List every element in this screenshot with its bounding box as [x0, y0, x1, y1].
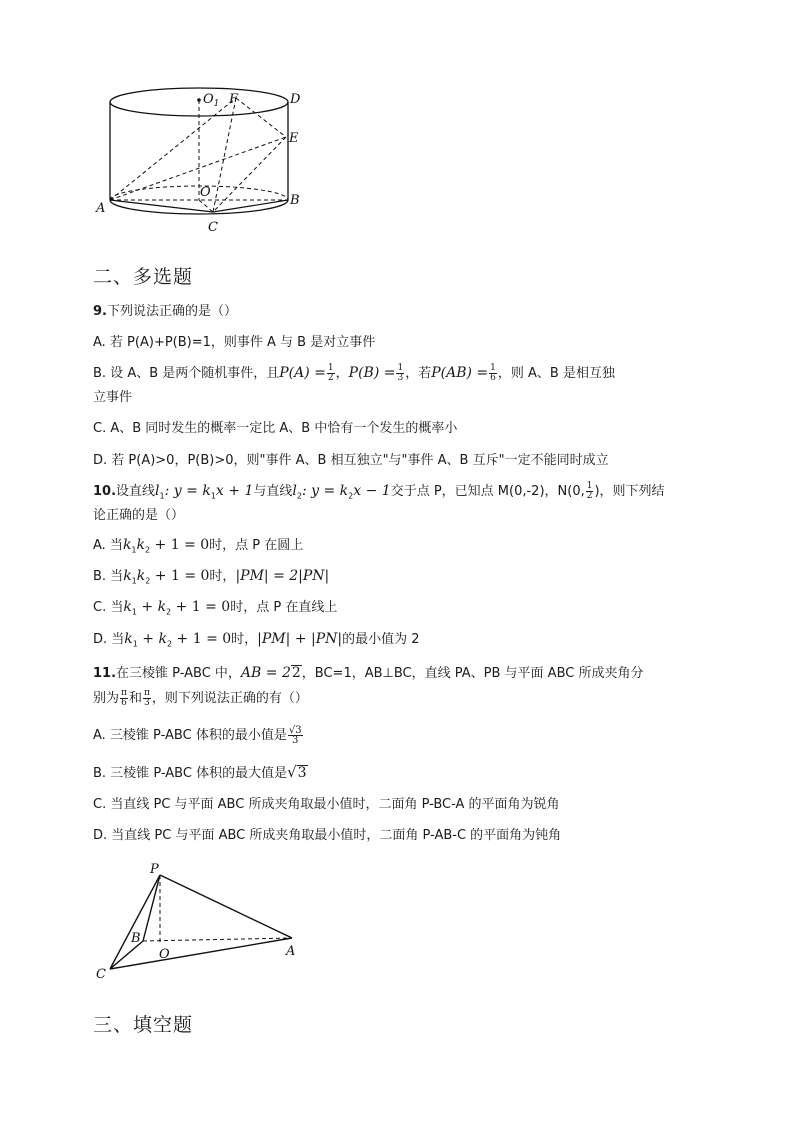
label-O: O	[200, 185, 211, 200]
q11-stem-line2: 别为 $\frac{\pi}{6}$ 和 $\frac{\pi}{3}$ ，则下列说法正确的有（）	[93, 688, 308, 708]
label-O: O	[159, 947, 170, 962]
q10-option-c: C. 当$k_1 + k_2 + 1 = 0$时，点 P 在直线上	[93, 599, 338, 617]
section-title-multi-choice: 二、多选题	[93, 266, 194, 288]
q11-option-b: B. 三棱锥 P-ABC 体积的最大值是√3	[93, 763, 307, 781]
tetrahedron-figure	[93, 858, 308, 983]
q9-option-b: B. 设 A、B 是两个随机事件，且P(A) = $\frac{1}{2}$ ，P(B) = $\frac{1}{3}$ ，若P(AB) = $\frac{1}{6}$ ，则 A、B 是相互独	[93, 363, 615, 383]
q11-option-d: D. 当直线 PC 与平面 ABC 所成夹角取最小值时，二面角 P-AB-C 的平面角为钝角	[93, 828, 562, 843]
q11-option-a: A. 三棱锥 P-ABC 体积的最小值是 $\frac{√3}{3}$	[93, 725, 302, 746]
label-P: P	[150, 862, 159, 877]
q9-option-d: D. 若 P(A)>0，P(B)>0，则"事件 A、B 相互独立"与"事件 A、B 互斥"一定不能同时成立	[93, 453, 609, 468]
q11-stem: 11.在三棱锥 P-ABC 中，AB = 22，BC=1，AB⊥BC，直线 PA、PB 与平面 ABC 所成夹角分	[93, 665, 644, 681]
label-B: B	[131, 931, 141, 946]
q9-stem: 9.下列说法正确的是（）	[93, 304, 237, 319]
cylinder-figure	[90, 82, 320, 242]
q10-option-a: A. 当$k_1k_2 + 1 = 0$时，点 P 在圆上	[93, 537, 304, 555]
label-E: E	[289, 131, 299, 146]
label-F: F	[229, 92, 239, 107]
q9-option-c: C. A、B 同时发生的概率一定比 A、B 中恰有一个发生的概率小	[93, 421, 458, 436]
label-C: C	[96, 967, 106, 982]
q10-stem-line2: 论正确的是（）	[93, 508, 185, 523]
q10-option-d: D. 当$k_1 + k_2 + 1 = 0$时，|PM| + |PN|的最小值为 2	[93, 631, 420, 649]
q9-option-b-line2: 立事件	[93, 390, 133, 405]
label-C: C	[208, 220, 218, 235]
q9-option-a: A. 若 P(A)+P(B)=1，则事件 A 与 B 是对立事件	[93, 335, 376, 350]
q11-option-c: C. 当直线 PC 与平面 ABC 所成夹角取最小值时，二面角 P-BC-A 的平面角为锐角	[93, 797, 560, 812]
section-title-fill-in: 三、填空题	[93, 1014, 194, 1036]
label-B: B	[290, 193, 300, 208]
label-A: A	[286, 944, 296, 959]
q10-stem: 10.设直线$l_1$: $y = k_1x + 1$与直线$l_2$: $y = k_2x - 1$交于点 P，已知点 M(0,-2)，N(0, $\frac{1}{2}$ )，则下列结	[93, 481, 665, 501]
label-D: D	[290, 92, 301, 107]
label-O1: $O_1$	[203, 92, 220, 109]
q10-option-b: B. 当$k_1k_2 + 1 = 0$时，|PM| = 2|PN|	[93, 568, 330, 586]
label-A: A	[96, 201, 106, 216]
